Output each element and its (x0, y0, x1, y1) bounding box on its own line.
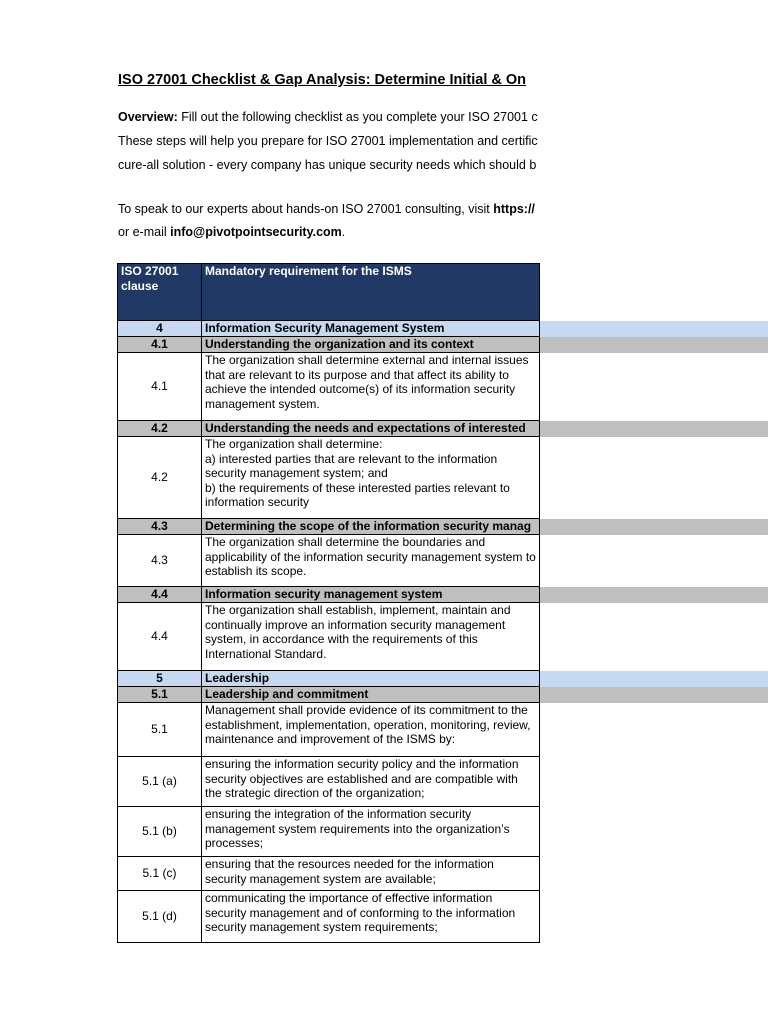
requirement-row (118, 757, 768, 807)
subsection-row (118, 519, 768, 535)
website-link[interactable]: https:// (493, 202, 535, 216)
status-cell[interactable] (540, 703, 768, 757)
clause-column-header: ISO 27001 clause (118, 264, 202, 321)
header-blank-cell (540, 264, 768, 321)
clause-cell[interactable]: 4.1 (118, 337, 202, 353)
clause-cell[interactable]: 4.2 (118, 437, 202, 519)
email-prefix: or e-mail (118, 225, 171, 239)
requirement-cell[interactable]: Understanding the needs and expectations of interested (202, 421, 540, 437)
overview-line-2: These steps will help you prepare for ISO 27001 implementation and certific (118, 134, 538, 148)
contact-text: To speak to our experts about hands-on ISO 27001 consulting, visit (118, 202, 494, 216)
status-cell[interactable] (540, 587, 768, 603)
status-cell[interactable] (540, 321, 768, 337)
status-cell[interactable] (540, 603, 768, 671)
clause-cell[interactable]: 4.2 (118, 421, 202, 437)
overview-line-1 (118, 110, 548, 124)
requirement-cell[interactable]: The organization shall determine external and internal issues that are relevant to its purpose and that affect its ability to achieve the intended outcome(s) of its information security management system. (202, 353, 540, 421)
requirement-row (118, 603, 768, 671)
requirement-cell[interactable]: Management shall provide evidence of its commitment to the establishment, implementation, operation, monitoring, review, maintenance and improvement of the ISMS by: (202, 703, 540, 757)
requirement-cell[interactable]: ensuring the information security policy and the information security objectives are established and are compatible with the strategic direction of the organization; (202, 757, 540, 807)
clause-cell[interactable]: 5.1 (b) (118, 807, 202, 857)
status-cell[interactable] (540, 437, 768, 519)
email-suffix: . (341, 225, 346, 239)
requirement-row (118, 807, 768, 857)
status-cell[interactable] (540, 891, 768, 943)
clause-cell[interactable]: 5.1 (118, 703, 202, 757)
clause-cell[interactable]: 5.1 (a) (118, 757, 202, 807)
overview-line-3: cure-all solution - every company has unique security needs which should b (118, 158, 537, 172)
requirement-cell[interactable]: Information Security Management System (202, 321, 540, 337)
email-link[interactable]: info@pivotpointsecurity.com (170, 225, 342, 239)
overview-text: Fill out the following checklist as you complete your ISO 27001 c (177, 110, 538, 124)
subsection-row (118, 337, 768, 353)
status-cell[interactable] (540, 337, 768, 353)
status-cell[interactable] (540, 535, 768, 587)
requirement-cell[interactable]: The organization shall establish, implement, maintain and continually improve an information security management system, in accordance with the requirements of this International Standard. (202, 603, 540, 671)
subsection-row (118, 421, 768, 437)
clause-cell[interactable]: 5.1 (118, 687, 202, 703)
section-row (118, 321, 768, 337)
requirement-cell[interactable]: The organization shall determine the boundaries and applicability of the information security management system to establish its scope. (202, 535, 540, 587)
status-cell[interactable] (540, 353, 768, 421)
table-header-row (118, 264, 768, 321)
subsection-row (118, 587, 768, 603)
overview-label: Overview: (118, 110, 178, 124)
clause-cell[interactable]: 5.1 (c) (118, 857, 202, 891)
requirement-row (118, 353, 768, 421)
requirement-cell[interactable]: Understanding the organization and its context (202, 337, 540, 353)
status-cell[interactable] (540, 857, 768, 891)
contact-line (118, 202, 548, 216)
clause-cell[interactable]: 5.1 (d) (118, 891, 202, 943)
status-cell[interactable] (540, 671, 768, 687)
requirement-row (118, 891, 768, 943)
clause-cell[interactable]: 4.4 (118, 587, 202, 603)
email-line (118, 225, 548, 239)
clause-cell[interactable]: 4.3 (118, 519, 202, 535)
requirement-cell[interactable]: The organization shall determine: a) interested parties that are relevant to the information security management system; and b) the requirements of these interested parties relevant to information security (202, 437, 540, 519)
status-cell[interactable] (540, 687, 768, 703)
status-cell[interactable] (540, 519, 768, 535)
requirement-cell[interactable]: Determining the scope of the information security manag (202, 519, 540, 535)
requirement-cell[interactable]: communicating the importance of effective information security management and of conforming to the information security management system requirements; (202, 891, 540, 943)
clause-cell[interactable]: 5 (118, 671, 202, 687)
requirement-cell[interactable]: ensuring that the resources needed for the information security management system are available; (202, 857, 540, 891)
requirement-row (118, 703, 768, 757)
requirement-row (118, 437, 768, 519)
requirement-row (118, 857, 768, 891)
clause-cell[interactable]: 4.4 (118, 603, 202, 671)
requirement-cell[interactable]: Information security management system (202, 587, 540, 603)
document-title: ISO 27001 Checklist & Gap Analysis: Determine Initial & On (118, 72, 527, 88)
requirement-cell[interactable]: Leadership and commitment (202, 687, 540, 703)
status-cell[interactable] (540, 421, 768, 437)
status-cell[interactable] (540, 807, 768, 857)
subsection-row (118, 687, 768, 703)
table-body (118, 321, 768, 943)
requirement-cell[interactable]: ensuring the integration of the information security management system requirements into the organization’s processes; (202, 807, 540, 857)
checklist-table (117, 263, 768, 943)
requirement-column-header: Mandatory requirement for the ISMS (202, 264, 540, 321)
status-cell[interactable] (540, 757, 768, 807)
clause-cell[interactable]: 4.1 (118, 353, 202, 421)
requirement-row (118, 535, 768, 587)
requirement-cell[interactable]: Leadership (202, 671, 540, 687)
clause-cell[interactable]: 4.3 (118, 535, 202, 587)
section-row (118, 671, 768, 687)
clause-cell[interactable]: 4 (118, 321, 202, 337)
